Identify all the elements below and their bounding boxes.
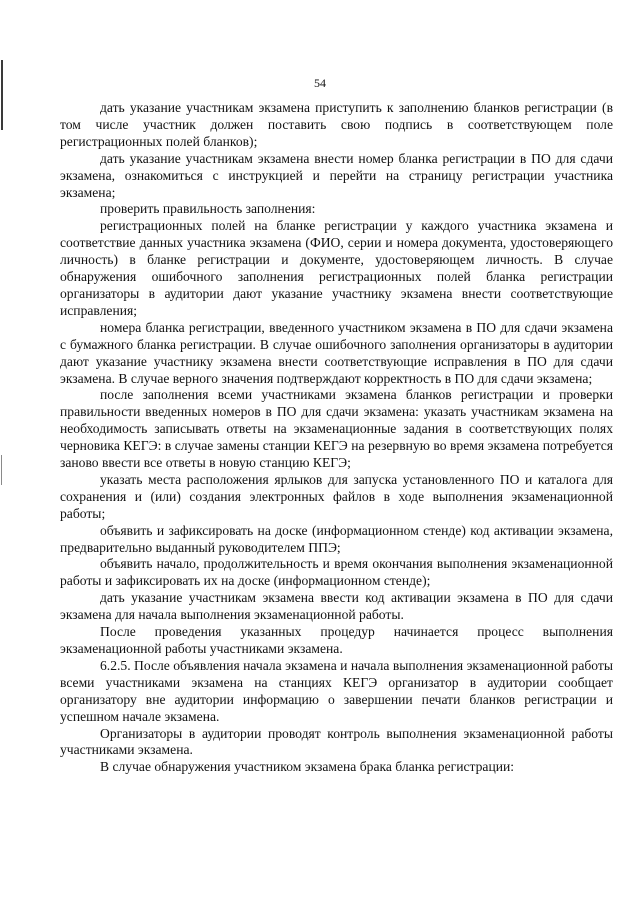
scan-edge-mark — [1, 60, 3, 130]
paragraph-control-execution: Организаторы в аудитории проводят контроль выполнения экзаменационной работы участниками экзамена. — [60, 725, 613, 758]
scan-edge-mark-lower — [1, 455, 2, 485]
paragraph-exam-timing: объявить начало, продолжительность и время окончания выполнения экзаменационной работы и зафиксировать их на доске (информационном стенде); — [60, 556, 613, 589]
body-text — [60, 100, 613, 776]
paragraph-shortcut-locations: указать места расположения ярлыков для запуска установленного ПО и каталога для сохранения и (или) создания электронных файлов в ходе выполнения экзаменационной работы; — [60, 471, 613, 521]
paragraph-enter-blank-number: дать указание участникам экзамена внести номер бланка регистрации в ПО для сдачи экзамена, ознакомиться с инструкцией и перейти на страницу регистрации участника экзамена; — [60, 150, 613, 200]
paragraph-after-registration: после заполнения всеми участниками экзамена бланков регистрации и проверки правильности введенных номеров в ПО для сдачи экзамена: указать участникам экзамена на необходимость записывать ответы на экзаменационные задания в соответствующих полях черновика КЕГЭ: в случае замены станции КЕГЭ на резервную во время экзамена потребуется заново ввести все ответы в новую станцию КЕГЭ; — [60, 387, 613, 471]
paragraph-check-correctness: проверить правильность заполнения: — [100, 201, 316, 217]
paragraph-defect-detection: В случае обнаружения участником экзамена брака бланка регистрации: — [100, 759, 515, 775]
paragraph-blank-number-check: номера бланка регистрации, введенного участником экзамена в ПО для сдачи экзамена с бумажного бланка регистрации. В случае ошибочного заполнения организаторы в аудитории дают указание участнику экзамена внести соответствующие исправления в ПО для сдачи экзамена. В случае верного значения подтверждают корректность в ПО для сдачи экзамена; — [60, 319, 613, 386]
paragraph-section-6-2-5: 6.2.5. После объявления начала экзамена и начала выполнения экзаменационной работы всеми участниками экзамена на станциях КЕГЭ организатор в аудитории сообщает организатору вне аудитории информацию о завершении печати бланков регистрации и успешном начале экзамена. — [60, 657, 613, 724]
paragraph-registration-fill: дать указание участникам экзамена приступить к заполнению бланков регистрации (в том числе участник должен поставить свою подпись в соответствующем поле регистрационных полей бланков); — [60, 100, 613, 149]
paragraph-registration-fields: регистрационных полей на бланке регистрации у каждого участника экзамена и соответствие данных участника экзамена (ФИО, серии и номера документа, удостоверяющего личность) в бланке регистрации и документе, удостоверяющем личность. В случае обнаружения ошибочного заполнения регистрационных полей бланка регистрации организаторы в аудитории дают указание участнику экзамена внести соответствующие исправления; — [60, 218, 613, 318]
paragraph-exam-process-start: После проведения указанных процедур начинается процесс выполнения экзаменационной работы участниками экзамена. — [60, 624, 613, 656]
page-number: 54 — [314, 76, 326, 90]
paragraph-enter-activation-code: дать указание участникам экзамена ввести код активации экзамена в ПО для сдачи экзамена для начала выполнения экзаменационной работы. — [60, 590, 613, 623]
paragraph-activation-code: объявить и зафиксировать на доске (информационном стенде) код активации экзамена, предварительно выданный руководителем ППЭ; — [60, 522, 613, 555]
